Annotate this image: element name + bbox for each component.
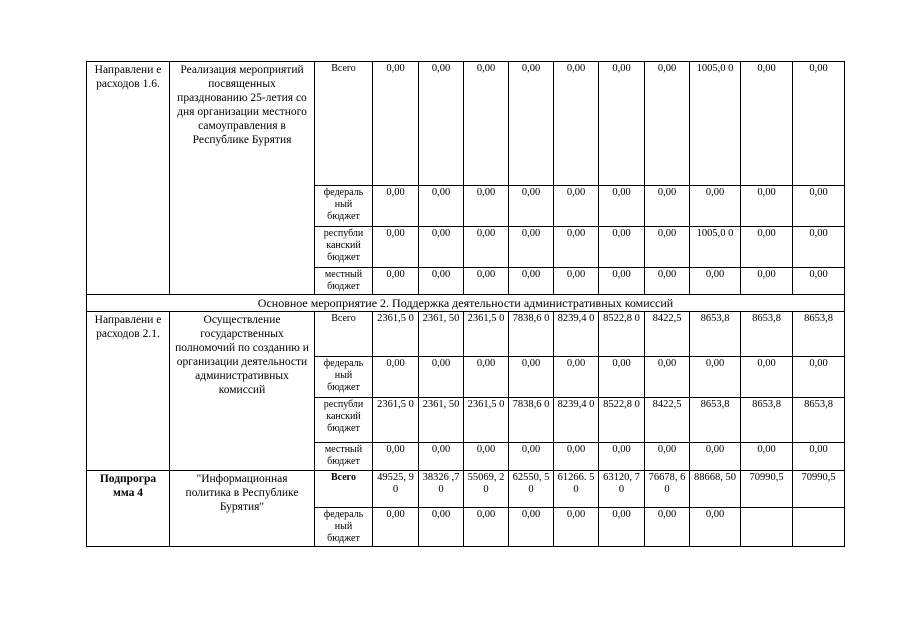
- value-cell: 0,00: [741, 443, 793, 471]
- empty-cell: [741, 508, 793, 547]
- source-label: республи канский бюджет: [315, 398, 373, 443]
- value-cell: 0,00: [690, 443, 741, 471]
- value-cell: 0,00: [599, 508, 645, 547]
- value-cell: 2361, 50: [419, 312, 464, 357]
- direction-cell: Направлени е расходов 1.6.: [87, 62, 170, 295]
- value-cell: 0,00: [464, 186, 509, 227]
- value-cell: 8422,5: [645, 398, 690, 443]
- source-label: Всего: [315, 312, 373, 357]
- table-row: [87, 471, 845, 508]
- value-cell: 0,00: [554, 443, 599, 471]
- value-cell: 0,00: [554, 268, 599, 295]
- source-label: Всего: [315, 471, 373, 508]
- value-cell: 49525, 90: [373, 471, 419, 508]
- value-cell: 0,00: [464, 268, 509, 295]
- table-row: [87, 312, 845, 357]
- activity-name-cell: Реализация мероприятий посвященных празднованию 25-летия со дня организации местного самоуправления в Республике Бурятия: [170, 62, 315, 295]
- section-header: Основное мероприятие 2. Поддержка деятельности административных комиссий: [87, 295, 845, 312]
- budget-table: [86, 61, 845, 547]
- value-cell: 2361,5 0: [464, 312, 509, 357]
- activity-name-cell: Осуществление государственных полномочий по созданию и организации деятельности административных комиссий: [170, 312, 315, 471]
- value-cell: 0,00: [464, 508, 509, 547]
- value-cell: 2361,5 0: [464, 398, 509, 443]
- value-cell: 8653,8: [690, 398, 741, 443]
- value-cell: 0,00: [419, 443, 464, 471]
- value-cell: 0,00: [793, 443, 845, 471]
- value-cell: 8653,8: [741, 398, 793, 443]
- value-cell: 0,00: [373, 357, 419, 398]
- value-cell: 0,00: [419, 508, 464, 547]
- direction-cell: Направлени е расходов 2.1.: [87, 312, 170, 471]
- value-cell: 0,00: [690, 268, 741, 295]
- value-cell: 0,00: [645, 508, 690, 547]
- value-cell: 0,00: [645, 227, 690, 268]
- value-cell: 0,00: [509, 227, 554, 268]
- value-cell: 38326 ,70: [419, 471, 464, 508]
- value-cell: 0,00: [741, 357, 793, 398]
- value-cell: 0,00: [373, 62, 419, 186]
- value-cell: 1005,0 0: [690, 227, 741, 268]
- value-cell: 2361, 50: [419, 398, 464, 443]
- value-cell: 0,00: [599, 443, 645, 471]
- value-cell: 0,00: [793, 62, 845, 186]
- section-header-row: [87, 295, 845, 312]
- value-cell: 0,00: [793, 227, 845, 268]
- value-cell: 0,00: [793, 268, 845, 295]
- value-cell: 0,00: [509, 508, 554, 547]
- value-cell: 8653,8: [741, 312, 793, 357]
- value-cell: 0,00: [419, 186, 464, 227]
- value-cell: 0,00: [373, 227, 419, 268]
- value-cell: 0,00: [419, 357, 464, 398]
- value-cell: 62550, 50: [509, 471, 554, 508]
- source-label: федераль ный бюджет: [315, 186, 373, 227]
- value-cell: 8653,8: [793, 312, 845, 357]
- value-cell: 0,00: [373, 268, 419, 295]
- value-cell: 0,00: [690, 186, 741, 227]
- value-cell: 70990,5: [793, 471, 845, 508]
- value-cell: 0,00: [645, 443, 690, 471]
- value-cell: 0,00: [645, 357, 690, 398]
- source-label: республи канский бюджет: [315, 227, 373, 268]
- source-label: Всего: [315, 62, 373, 186]
- value-cell: 0,00: [464, 443, 509, 471]
- value-cell: 0,00: [741, 62, 793, 186]
- value-cell: 76678, 60: [645, 471, 690, 508]
- value-cell: 0,00: [419, 227, 464, 268]
- source-label: местный бюджет: [315, 268, 373, 295]
- value-cell: 8522,8 0: [599, 312, 645, 357]
- value-cell: 0,00: [741, 268, 793, 295]
- value-cell: 0,00: [373, 186, 419, 227]
- value-cell: 0,00: [741, 227, 793, 268]
- value-cell: 0,00: [599, 227, 645, 268]
- value-cell: 0,00: [645, 186, 690, 227]
- value-cell: 8522,8 0: [599, 398, 645, 443]
- value-cell: 0,00: [554, 62, 599, 186]
- empty-cell: [793, 508, 845, 547]
- value-cell: 7838,6 0: [509, 398, 554, 443]
- value-cell: 0,00: [690, 357, 741, 398]
- value-cell: 8422,5: [645, 312, 690, 357]
- value-cell: 0,00: [373, 443, 419, 471]
- value-cell: 0,00: [599, 186, 645, 227]
- table-row: [87, 62, 845, 186]
- source-label: федераль ный бюджет: [315, 508, 373, 547]
- value-cell: 2361,5 0: [373, 398, 419, 443]
- value-cell: 0,00: [419, 268, 464, 295]
- value-cell: 0,00: [509, 62, 554, 186]
- value-cell: 0,00: [645, 268, 690, 295]
- value-cell: 61266. 50: [554, 471, 599, 508]
- value-cell: 0,00: [554, 186, 599, 227]
- value-cell: 0,00: [464, 227, 509, 268]
- value-cell: 0,00: [419, 62, 464, 186]
- value-cell: 63120, 70: [599, 471, 645, 508]
- value-cell: 8653,8: [793, 398, 845, 443]
- source-label: местный бюджет: [315, 443, 373, 471]
- value-cell: 7838,6 0: [509, 312, 554, 357]
- value-cell: 70990,5: [741, 471, 793, 508]
- value-cell: 0,00: [645, 62, 690, 186]
- value-cell: 0,00: [509, 268, 554, 295]
- value-cell: 0,00: [793, 186, 845, 227]
- value-cell: 2361,5 0: [373, 312, 419, 357]
- value-cell: 0,00: [599, 62, 645, 186]
- value-cell: 0,00: [793, 357, 845, 398]
- value-cell: 88668, 50: [690, 471, 741, 508]
- value-cell: 8239,4 0: [554, 312, 599, 357]
- value-cell: 0,00: [554, 227, 599, 268]
- value-cell: 8653,8: [690, 312, 741, 357]
- value-cell: 0,00: [599, 268, 645, 295]
- value-cell: 8239,4 0: [554, 398, 599, 443]
- value-cell: 0,00: [741, 186, 793, 227]
- value-cell: 0,00: [509, 186, 554, 227]
- value-cell: 0,00: [373, 508, 419, 547]
- value-cell: 1005,0 0: [690, 62, 741, 186]
- value-cell: 0,00: [690, 508, 741, 547]
- value-cell: 0,00: [464, 62, 509, 186]
- activity-name-cell: "Информационная политика в Республике Бурятия": [170, 471, 315, 547]
- value-cell: 0,00: [509, 443, 554, 471]
- value-cell: 0,00: [554, 508, 599, 547]
- value-cell: 55069, 20: [464, 471, 509, 508]
- subprogram-cell: Подпрогра мма 4: [87, 471, 170, 547]
- value-cell: 0,00: [509, 357, 554, 398]
- value-cell: 0,00: [599, 357, 645, 398]
- source-label: федераль ный бюджет: [315, 357, 373, 398]
- value-cell: 0,00: [464, 357, 509, 398]
- value-cell: 0,00: [554, 357, 599, 398]
